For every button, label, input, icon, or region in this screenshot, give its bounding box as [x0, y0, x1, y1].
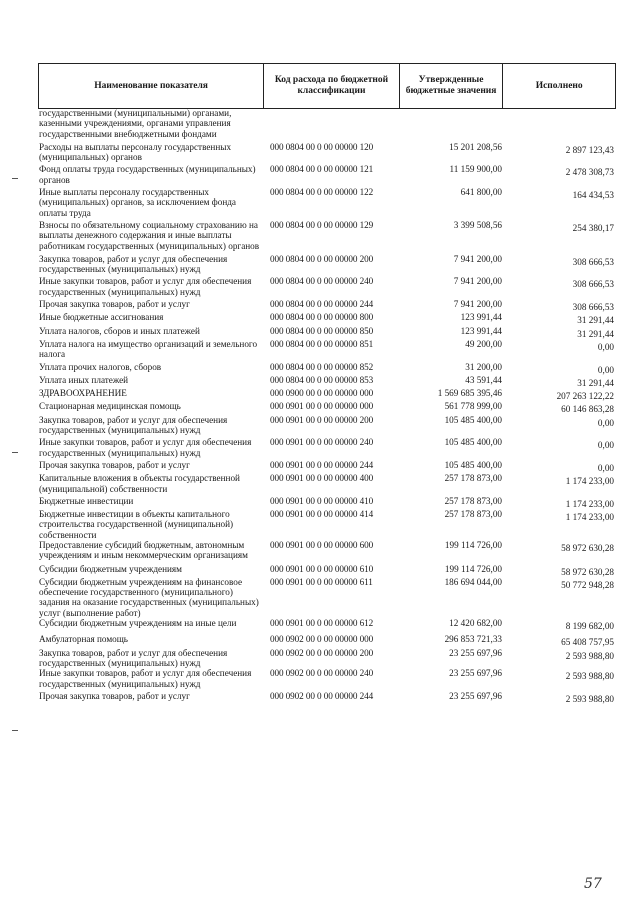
table-row — [38, 375, 616, 388]
row-executed: 0,00 — [597, 440, 614, 451]
row-executed: 0,00 — [597, 417, 614, 428]
row-approved: 105 485 400,00 — [444, 437, 502, 448]
row-code: 000 0901 00 0 00 00000 410 — [270, 495, 374, 506]
table-row — [38, 496, 616, 509]
row-name: Субсидии бюджетным учреждениям на иные цели — [39, 618, 237, 629]
row-name: Уплата иных платежей — [39, 374, 129, 385]
row-approved: 123 991,44 — [460, 325, 502, 336]
row-approved: 641 800,00 — [460, 187, 502, 198]
row-executed: 2 478 308,73 — [565, 167, 614, 178]
row-code: 000 0804 00 0 00 00000 240 — [270, 276, 374, 287]
row-code: 000 0902 00 0 00 00000 244 — [270, 690, 374, 701]
row-name: Бюджетные инвестиции в объекты капитального строительства государственной (муниципальной) собственности — [39, 509, 234, 540]
row-approved: 7 941 200,00 — [453, 253, 502, 264]
table-row — [38, 254, 616, 275]
row-approved: 105 485 400,00 — [444, 459, 502, 470]
table-row — [38, 142, 616, 163]
row-code: 000 0804 00 0 00 00000 800 — [270, 312, 374, 323]
row-code: 000 0901 00 0 00 00000 611 — [270, 576, 373, 587]
row-code: 000 0901 00 0 00 00000 000 — [270, 401, 374, 412]
row-executed: 2 593 988,80 — [565, 671, 614, 682]
row-executed — [504, 108, 616, 139]
row-approved: 257 178 873,00 — [444, 495, 502, 506]
row-code: 000 0804 00 0 00 00000 852 — [270, 361, 374, 372]
table-row — [38, 564, 616, 577]
header-code: Код расхода по бюджетной классификации — [264, 64, 400, 108]
table-row — [38, 691, 616, 704]
row-approved: 199 114 726,00 — [444, 539, 502, 550]
row-executed: 2 897 123,43 — [565, 144, 614, 155]
row-executed: 31 291,44 — [577, 328, 614, 339]
row-name: Иные закупки товаров, работ и услуг для обеспечения государственных (муниципальных) нужд — [39, 437, 252, 458]
row-executed: 1 174 233,00 — [565, 476, 614, 487]
row-code: 000 0901 00 0 00 00000 610 — [270, 563, 374, 574]
row-approved: 49 200,00 — [465, 338, 502, 349]
table-row — [38, 187, 616, 218]
row-code: 000 0902 00 0 00 00000 240 — [270, 668, 374, 679]
row-executed: 31 291,44 — [577, 315, 614, 326]
header-name: Наименование показателя — [39, 64, 264, 108]
row-approved: 199 114 726,00 — [444, 563, 502, 574]
row-executed: 0,00 — [597, 364, 614, 375]
row-approved: 123 991,44 — [460, 312, 502, 323]
row-name: Закупка товаров, работ и услуг для обеспечения государственных (муниципальных) нужд — [39, 414, 228, 436]
table-row — [38, 108, 616, 139]
row-code — [264, 108, 400, 139]
row-code: 000 0902 00 0 00 00000 200 — [270, 647, 374, 658]
row-executed: 8 199 682,00 — [565, 621, 614, 632]
row-name: Предоставление субсидий бюджетным, автономным учреждениям и иным некоммерческим организациям — [39, 539, 248, 561]
header-approved: Утвержденные бюджетные значения — [400, 64, 504, 108]
row-name: Субсидии бюджетным учреждениям — [39, 563, 182, 574]
row-approved: 3 399 508,56 — [453, 219, 502, 230]
row-executed: 2 593 988,80 — [565, 693, 614, 704]
row-name: Расходы на выплаты персоналу государственных (муниципальных) органов — [39, 141, 232, 163]
row-executed: 0,00 — [597, 462, 614, 473]
margin-mark — [12, 730, 18, 731]
row-name: Иные закупки товаров, работ и услуг для обеспечения государственных (муниципальных) нужд — [39, 276, 252, 297]
row-executed: 254 380,17 — [572, 222, 614, 233]
row-executed: 58 972 630,28 — [561, 566, 614, 577]
row-approved: 257 178 873,00 — [444, 473, 502, 484]
row-approved: 15 201 208,56 — [449, 141, 502, 152]
row-approved: 12 420 682,00 — [449, 618, 502, 629]
row-name: Взносы по обязательному социальному страхованию на выплаты денежного содержания и иные выплаты работникам государственных (муниципальных) органов — [39, 219, 260, 251]
row-name: Закупка товаров, работ и услуг для обеспечения государственных (муниципальных) нужд — [39, 253, 228, 275]
row-name: Закупка товаров, работ и услуг для обеспечения государственных (муниципальных) нужд — [39, 647, 228, 668]
row-code: 000 0900 00 0 00 00000 000 — [270, 388, 374, 399]
table-row — [38, 509, 616, 540]
row-name: Иные закупки товаров, работ и услуг для обеспечения государственных (муниципальных) нужд — [39, 668, 252, 689]
row-executed: 308 666,53 — [572, 256, 614, 267]
table-row — [38, 339, 616, 360]
margin-mark — [12, 452, 18, 453]
row-code: 000 0901 00 0 00 00000 200 — [270, 414, 374, 425]
row-executed: 31 291,44 — [577, 377, 614, 388]
row-name: Фонд оплаты труда государственных (муниципальных) органов — [39, 164, 256, 185]
row-code: 000 0901 00 0 00 00000 600 — [270, 539, 374, 550]
table-header — [38, 63, 616, 109]
table-row — [38, 415, 616, 436]
row-executed: 1 174 233,00 — [565, 512, 614, 523]
row-executed: 164 434,53 — [572, 190, 614, 201]
table-row — [38, 362, 616, 375]
table-row — [38, 326, 616, 339]
row-executed: 2 593 988,80 — [565, 650, 614, 661]
row-name: Иные выплаты персоналу государственных (муниципальных) органов, за исключением фонда оплаты труда — [39, 187, 236, 218]
row-approved: 7 941 200,00 — [453, 276, 502, 287]
table-row — [38, 437, 616, 458]
table-row — [38, 668, 616, 689]
row-name: государственными (муниципальными) органами, казенными учреждениями, органами управления государственными внебюджетными фондами — [39, 108, 232, 139]
row-name: Субсидии бюджетным учреждениям на финансовое обеспечение государственного (муниципального) задания на оказание государственных (муниципальных) услуг (выполнение работ) — [39, 576, 259, 618]
row-approved: 43 591,44 — [465, 374, 502, 385]
row-executed: 308 666,53 — [572, 302, 614, 313]
row-approved: 1 569 685 395,46 — [437, 388, 502, 399]
row-executed: 207 263 122,22 — [556, 391, 614, 402]
row-executed: 50 772 948,28 — [561, 579, 614, 590]
row-code: 000 0804 00 0 00 00000 120 — [270, 141, 374, 152]
table-row — [38, 634, 616, 647]
margin-mark — [12, 178, 18, 179]
row-executed: 60 146 863,28 — [561, 404, 614, 415]
row-code: 000 0804 00 0 00 00000 850 — [270, 325, 374, 336]
header-executed: Исполнено — [535, 80, 583, 91]
row-approved: 296 853 721,33 — [444, 634, 502, 645]
table-row — [38, 648, 616, 669]
row-code: 000 0804 00 0 00 00000 200 — [270, 253, 374, 264]
table-row — [38, 276, 616, 297]
page-number: 57 — [584, 876, 602, 892]
row-code: 000 0804 00 0 00 00000 851 — [270, 338, 374, 349]
row-code: 000 0901 00 0 00 00000 240 — [270, 437, 374, 448]
row-executed: 0,00 — [597, 341, 614, 352]
table-row — [38, 577, 616, 618]
table-row — [38, 388, 616, 401]
row-code: 000 0804 00 0 00 00000 129 — [270, 219, 374, 230]
row-approved: 31 200,00 — [465, 361, 502, 372]
row-approved: 257 178 873,00 — [444, 509, 502, 520]
table-row — [38, 473, 616, 494]
row-code: 000 0901 00 0 00 00000 400 — [270, 473, 374, 484]
row-name: Капитальные вложения в объекты государственной (муниципальной) собственности — [39, 473, 240, 494]
row-executed: 58 972 630,28 — [561, 542, 614, 553]
row-executed: 308 666,53 — [572, 279, 614, 290]
row-executed: 1 174 233,00 — [565, 498, 614, 509]
row-approved: 11 159 900,00 — [449, 164, 502, 175]
table-row — [38, 312, 616, 325]
row-executed: 65 408 757,95 — [561, 637, 614, 648]
table-row — [38, 618, 616, 631]
row-name: Уплата налогов, сборов и иных платежей — [39, 325, 200, 336]
row-name: Иные бюджетные ассигнования — [39, 312, 164, 323]
row-name: Стационарная медицинская помощь — [39, 401, 181, 412]
table-row — [38, 401, 616, 414]
row-code: 000 0901 00 0 00 00000 244 — [270, 459, 374, 470]
table-body — [38, 108, 616, 704]
row-name: Уплата прочих налогов, сборов — [39, 361, 162, 372]
table-row — [38, 164, 616, 185]
row-code: 000 0804 00 0 00 00000 121 — [270, 164, 374, 175]
row-name: Прочая закупка товаров, работ и услуг — [39, 299, 190, 310]
row-approved: 23 255 697,96 — [449, 690, 502, 701]
row-code: 000 0902 00 0 00 00000 000 — [270, 634, 374, 645]
row-approved — [400, 108, 504, 139]
row-approved: 561 778 999,00 — [444, 401, 502, 412]
row-approved: 7 941 200,00 — [453, 299, 502, 310]
row-name: Уплата налога на имущество организаций и земельного налога — [39, 338, 258, 360]
row-code: 000 0901 00 0 00 00000 414 — [270, 509, 374, 520]
row-code: 000 0901 00 0 00 00000 612 — [270, 618, 374, 629]
table-row — [38, 220, 616, 251]
table-row — [38, 540, 616, 561]
row-approved: 23 255 697,96 — [449, 647, 502, 658]
row-name: Амбулаторная помощь — [39, 634, 128, 645]
row-approved: 105 485 400,00 — [444, 414, 502, 425]
row-code: 000 0804 00 0 00 00000 244 — [270, 299, 374, 310]
row-name: ЗДРАВООХРАНЕНИЕ — [39, 388, 127, 399]
row-name: Прочая закупка товаров, работ и услуг — [39, 459, 190, 470]
row-name: Бюджетные инвестиции — [39, 495, 134, 506]
row-approved: 186 694 044,00 — [444, 576, 502, 587]
table-row — [38, 299, 616, 312]
row-code: 000 0804 00 0 00 00000 853 — [270, 374, 374, 385]
row-approved: 23 255 697,96 — [449, 668, 502, 679]
row-code: 000 0804 00 0 00 00000 122 — [270, 187, 374, 198]
table-row — [38, 460, 616, 473]
row-name: Прочая закупка товаров, работ и услуг — [39, 690, 190, 701]
